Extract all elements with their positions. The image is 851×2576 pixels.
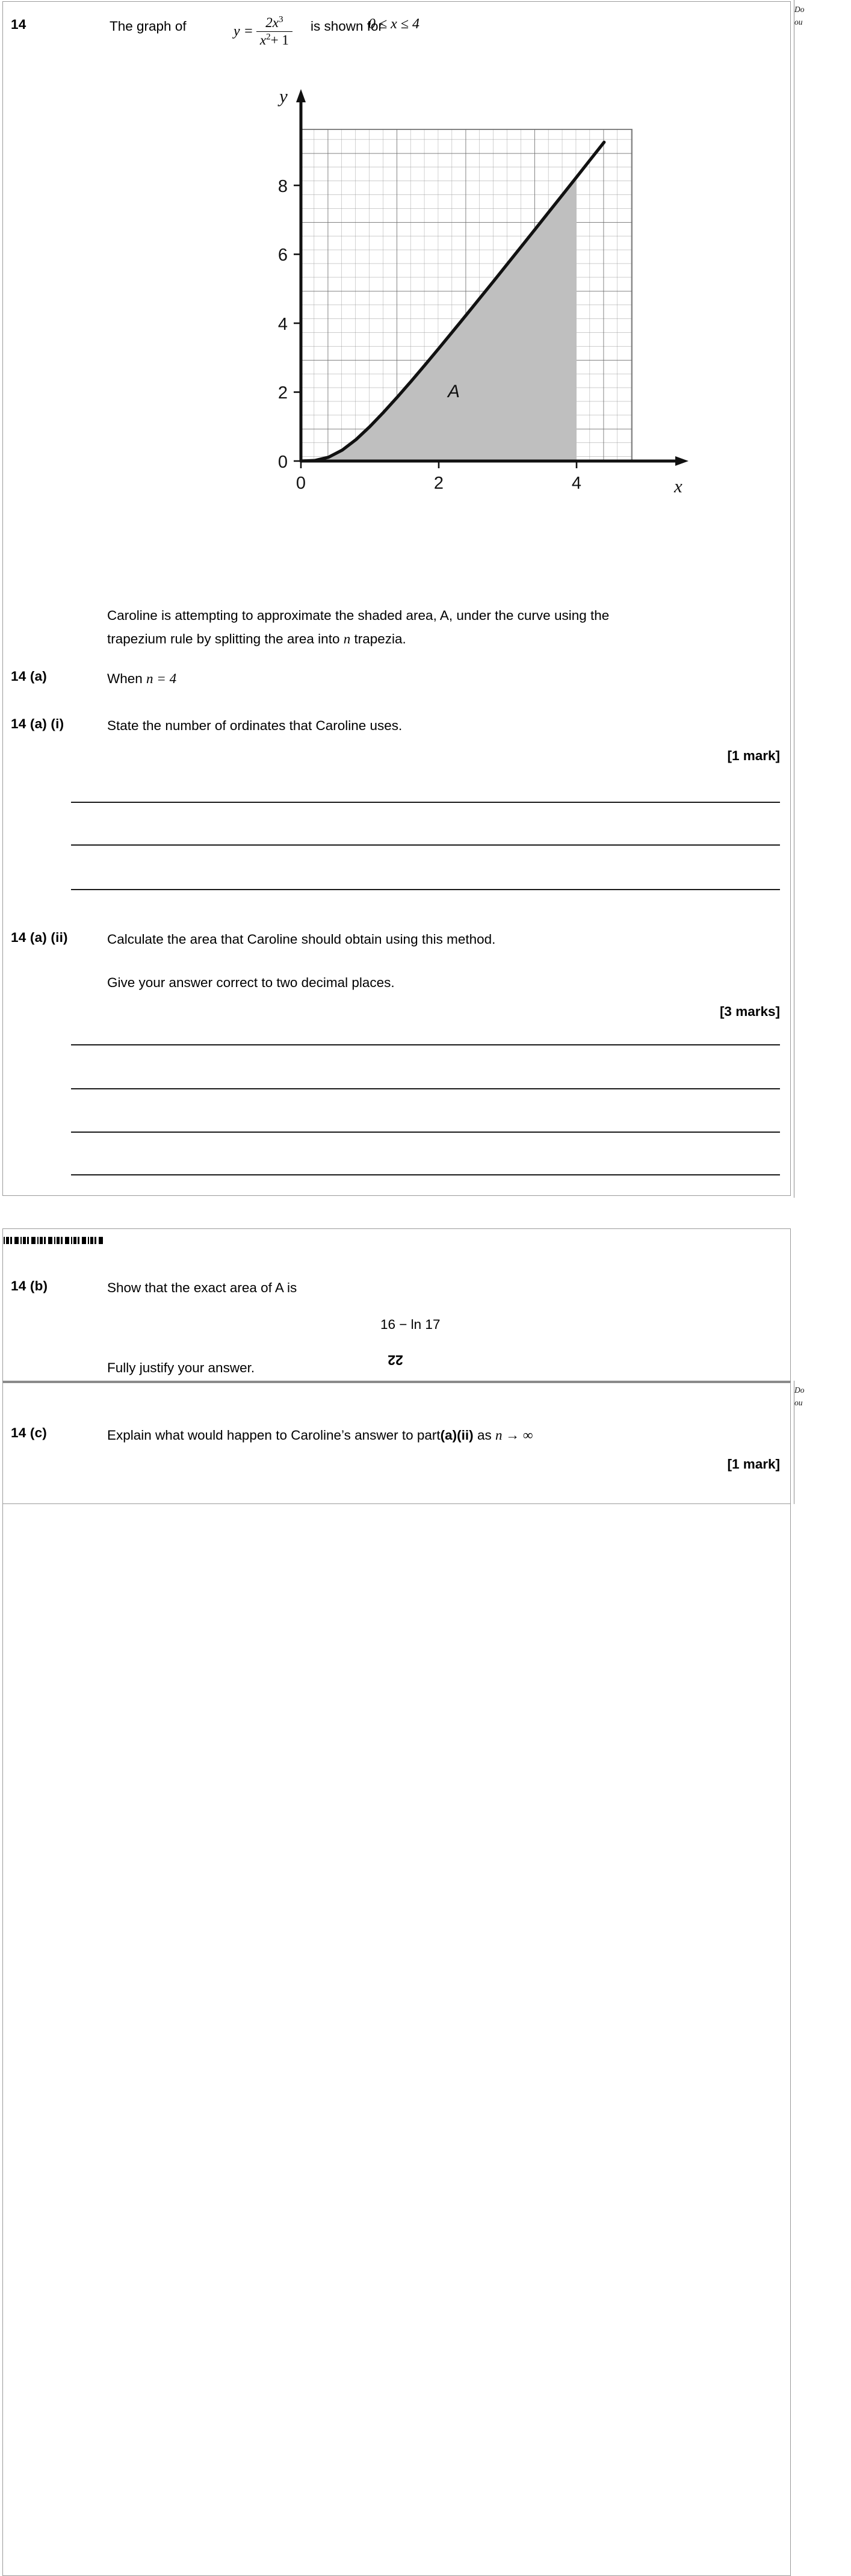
question-number-14: 14 xyxy=(11,17,26,32)
part-label-14c: 14 (c) xyxy=(11,1425,47,1440)
marks-14c: [1 mark] xyxy=(727,1457,780,1472)
answer-line-14ai-3[interactable] xyxy=(71,889,780,890)
part-14b-display-expression: 16 − ln 17 xyxy=(380,1317,441,1332)
margin-note-bottom xyxy=(794,1384,850,1410)
margin-note-bottom-line2: ou xyxy=(794,1398,803,1407)
margin-note-top-line2: ou xyxy=(794,17,803,26)
part-label-14aii: 14 (a) (ii) xyxy=(11,930,68,945)
marks-14ai: [1 mark] xyxy=(727,748,780,763)
part-14b-text2: Fully justify your answer. xyxy=(107,1360,255,1375)
part-14a-text-a: When xyxy=(107,671,143,686)
formula-fraction xyxy=(256,15,292,48)
region-label-A: A xyxy=(447,382,460,401)
part-14aii-text2: Give your answer correct to two decimal places. xyxy=(107,975,395,990)
intro-line-1-text: Caroline is attempting to approximate the shaded area, A, under the curve using the xyxy=(107,608,610,623)
part-14b-text-lead: Show that the exact area of A is xyxy=(107,1280,297,1295)
formula-denominator: $x^2+ 1$ xyxy=(256,31,292,48)
question-formula xyxy=(234,16,296,49)
formula-lhs: y = xyxy=(234,23,253,40)
part-label-14ai: 14 (a) (i) xyxy=(11,716,64,731)
intro-line-2-a: trapezium rule by splitting the area into xyxy=(107,631,340,646)
part-14c-text-a: Explain what would happen to Caroline’s answer to part xyxy=(107,1428,441,1443)
x-axis-tick-labels xyxy=(296,474,581,493)
page-number: 22 xyxy=(388,1352,403,1368)
answer-line-14ai-2[interactable] xyxy=(71,844,780,846)
part-14ai-text: State the number of ordinates that Caroline uses. xyxy=(107,718,403,733)
part-14a-math: n = 4 xyxy=(146,671,177,686)
intro-line-2-n: n xyxy=(343,631,351,646)
x-tick-label-4: 4 xyxy=(571,474,582,493)
answer-line-14aii-3[interactable] xyxy=(71,1132,780,1133)
part-14c-text-b: as xyxy=(477,1428,492,1443)
answer-line-14aii-4[interactable] xyxy=(71,1174,780,1175)
barcode-strip xyxy=(4,1237,105,1244)
part-14c-text xyxy=(107,1425,533,1446)
part-14c-math: n → ∞ xyxy=(495,1428,533,1443)
margin-note-top xyxy=(794,4,850,29)
part-14aii-text: Calculate the area that Caroline should obtain using this method. xyxy=(107,932,496,947)
margin-note-bottom-line1: Do xyxy=(794,1386,805,1395)
x-tick-label-2: 2 xyxy=(433,474,444,493)
part-label-14a: 14 (a) xyxy=(11,669,47,684)
function-graph xyxy=(259,84,682,530)
x-axis-label: x xyxy=(674,475,682,497)
y-tick-label-2: 2 xyxy=(277,383,288,403)
y-tick-label-4: 4 xyxy=(277,315,288,334)
y-axis-tick-labels xyxy=(278,177,288,472)
formula-numerator: $2x^3$ xyxy=(265,14,283,30)
y-axis-label: y xyxy=(279,85,288,107)
marks-14aii: [3 marks] xyxy=(719,1004,780,1019)
question-stem-prefix: The graph of xyxy=(110,19,187,34)
x-tick-label-0: 0 xyxy=(296,474,306,493)
y-tick-label-6: 6 xyxy=(277,246,288,265)
question-stem-suffix: is shown for xyxy=(311,19,383,34)
question-domain-condition: 0 ≤ x ≤ 4 xyxy=(368,16,419,32)
part-14a-text xyxy=(107,669,176,689)
part-label-14b: 14 (b) xyxy=(11,1278,48,1293)
answer-line-14aii-1[interactable] xyxy=(71,1044,780,1045)
y-axis-arrow xyxy=(296,89,306,102)
answer-line-14ai-1[interactable] xyxy=(71,802,780,803)
part-14c-text-bold: (a)(ii) xyxy=(440,1428,474,1443)
intro-line-1 xyxy=(107,606,609,626)
margin-note-top-line1: Do xyxy=(794,5,805,14)
intro-line-2 xyxy=(107,629,406,649)
part-14b-text xyxy=(107,1278,297,1298)
y-tick-label-0: 0 xyxy=(277,453,288,472)
y-tick-label-8: 8 xyxy=(277,177,288,196)
answer-line-14aii-2[interactable] xyxy=(71,1088,780,1089)
intro-line-2-b: trapezia. xyxy=(354,631,406,646)
